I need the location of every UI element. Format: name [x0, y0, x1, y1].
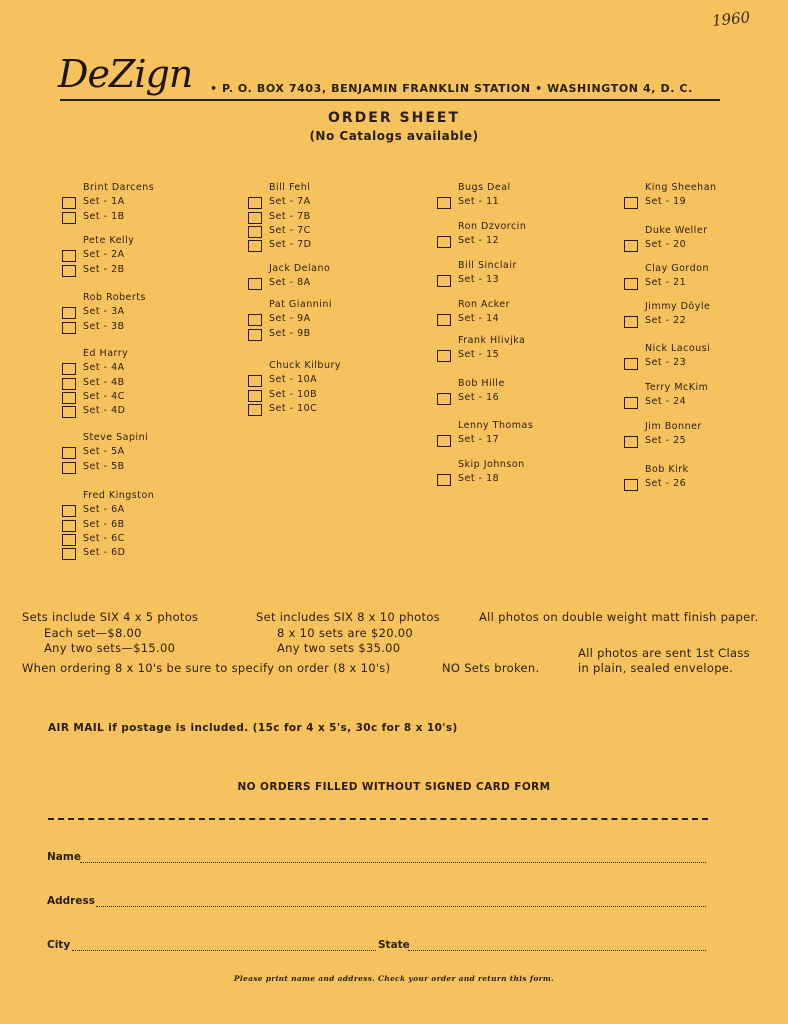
paper-note: All photos on double weight matt finish paper. — [479, 610, 759, 624]
set-label: Set - 8A — [269, 277, 311, 289]
set-label: Set - 22 — [645, 315, 687, 327]
set-label: Set - 5A — [83, 446, 125, 458]
set-checkbox[interactable] — [437, 393, 451, 405]
set-label: Set - 9A — [269, 313, 311, 325]
ordering-note: When ordering 8 x 10's be sure to specify on order (8 x 10's) — [22, 661, 391, 675]
set-label: Set - 21 — [645, 277, 687, 289]
set-label: Set - 23 — [645, 357, 687, 369]
set-checkbox[interactable] — [62, 322, 76, 334]
set-label: Set - 6C — [83, 532, 125, 544]
set-checkbox[interactable] — [624, 316, 638, 328]
model-name: Chuck Kilbury — [269, 360, 342, 371]
set-label: Set - 24 — [645, 396, 687, 408]
model-name: Skip Johnson — [458, 459, 525, 470]
set-label: Set - 4C — [83, 390, 125, 402]
set-label: Set - 12 — [458, 235, 500, 247]
dezign-logo: DeZign — [58, 52, 193, 96]
set-checkbox[interactable] — [248, 314, 262, 326]
set-label: Set - 7B — [269, 210, 311, 222]
set-label: Set - 9B — [269, 327, 311, 339]
set-checkbox[interactable] — [437, 350, 451, 362]
set-checkbox[interactable] — [62, 363, 76, 375]
page-title: ORDER SHEET — [328, 110, 460, 126]
city-label: City — [47, 939, 71, 951]
set-label: Set - 10A — [269, 374, 318, 386]
set-label: Set - 4B — [83, 376, 125, 388]
set-label: Set - 18 — [458, 473, 500, 485]
set-checkbox[interactable] — [437, 275, 451, 287]
model-name: Bugs Deal — [458, 182, 511, 193]
set-checkbox[interactable] — [62, 462, 76, 474]
name-field[interactable] — [80, 862, 706, 863]
header-divider — [60, 99, 720, 101]
set-checkbox[interactable] — [62, 505, 76, 517]
set-label: Set - 15 — [458, 349, 500, 361]
set-label: Set - 13 — [458, 274, 500, 286]
set-checkbox[interactable] — [624, 479, 638, 491]
set-checkbox[interactable] — [624, 240, 638, 252]
model-name: Duke Weller — [645, 225, 708, 236]
model-name: Lenny Thomas — [458, 420, 534, 431]
model-name: Frank Hlivjka — [458, 335, 526, 346]
model-name: Ron Acker — [458, 299, 510, 310]
set-label: Set - 20 — [645, 239, 687, 251]
address-field[interactable] — [96, 906, 706, 907]
set-label: Set - 3B — [83, 320, 125, 332]
set-label: Set - 7C — [269, 224, 311, 236]
set-checkbox[interactable] — [624, 397, 638, 409]
set-checkbox[interactable] — [248, 197, 262, 209]
city-field[interactable] — [72, 950, 376, 951]
set-checkbox[interactable] — [624, 197, 638, 209]
set-checkbox[interactable] — [62, 520, 76, 532]
set-checkbox[interactable] — [62, 307, 76, 319]
set-label: Set - 11 — [458, 196, 500, 208]
set-label: Set - 2B — [83, 263, 125, 275]
set-label: Set - 16 — [458, 392, 500, 404]
no-broken-note: NO Sets broken. — [442, 661, 540, 675]
model-name: Bob Hille — [458, 378, 505, 389]
set-label: Set - 7D — [269, 239, 312, 251]
set-checkbox[interactable] — [437, 474, 451, 486]
set-checkbox[interactable] — [62, 406, 76, 418]
model-name: Clay Gordon — [645, 263, 710, 274]
set-checkbox[interactable] — [62, 534, 76, 546]
set-checkbox[interactable] — [437, 314, 451, 326]
large-two-price: Any two sets $35.00 — [277, 641, 401, 655]
set-label: Set - 2A — [83, 249, 125, 261]
set-checkbox[interactable] — [624, 436, 638, 448]
page-subtitle: (No Catalogs available) — [309, 129, 479, 143]
set-checkbox[interactable] — [62, 548, 76, 560]
large-each-price: 8 x 10 sets are $20.00 — [277, 626, 414, 640]
set-label: Set - 10B — [269, 388, 318, 400]
set-label: Set - 1A — [83, 196, 125, 208]
model-name: Terry McKim — [645, 382, 709, 393]
set-label: Set - 7A — [269, 196, 311, 208]
set-checkbox[interactable] — [437, 236, 451, 248]
set-label: Set - 6A — [83, 504, 125, 516]
set-label: Set - 25 — [645, 435, 687, 447]
set-label: Set - 4A — [83, 362, 125, 374]
set-label: Set - 5B — [83, 460, 125, 472]
state-field[interactable] — [408, 950, 706, 951]
state-label: State — [378, 939, 410, 951]
set-label: Set - 14 — [458, 313, 500, 325]
set-checkbox[interactable] — [624, 278, 638, 290]
model-name: Steve Sapini — [83, 432, 149, 443]
model-name: Bob Kirk — [645, 464, 689, 475]
model-name: Brint Darcens — [83, 182, 155, 193]
year-handwritten-note: 1960 — [711, 8, 752, 30]
set-checkbox[interactable] — [624, 358, 638, 370]
set-checkbox[interactable] — [248, 278, 262, 290]
cut-line — [48, 818, 708, 820]
model-name: Fred Kingston — [83, 490, 155, 501]
set-checkbox[interactable] — [248, 226, 262, 238]
small-each-price: Each set—$8.00 — [44, 626, 142, 640]
shipping-note-1: All photos are sent 1st Class — [578, 646, 750, 660]
airmail-note: AIR MAIL if postage is included. (15c for 4 x 5's, 30c for 8 x 10's) — [48, 722, 458, 734]
set-label: Set - 6D — [83, 547, 126, 559]
large-sets-note: Set includes SIX 8 x 10 photos — [256, 610, 440, 624]
set-checkbox[interactable] — [248, 240, 262, 252]
set-checkbox[interactable] — [248, 212, 262, 224]
model-name: Pat Giannini — [269, 299, 333, 310]
model-name: Jim Bonner — [645, 421, 702, 432]
set-label: Set - 17 — [458, 434, 500, 446]
no-orders-note: NO ORDERS FILLED WITHOUT SIGNED CARD FORM — [237, 781, 551, 793]
set-label: Set - 3A — [83, 306, 125, 318]
set-label: Set - 19 — [645, 196, 687, 208]
set-checkbox[interactable] — [248, 375, 262, 387]
set-checkbox[interactable] — [437, 197, 451, 209]
set-checkbox[interactable] — [248, 390, 262, 402]
small-sets-note: Sets include SIX 4 x 5 photos — [22, 610, 199, 624]
model-name: Jimmy Döyle — [645, 301, 711, 312]
set-checkbox[interactable] — [62, 212, 76, 224]
model-name: Bill Sinclair — [458, 260, 517, 271]
model-name: Nick Lacousi — [645, 343, 711, 354]
model-name: Ron Dzvorcin — [458, 221, 527, 232]
set-label: Set - 10C — [269, 402, 318, 414]
company-address: • P. O. BOX 7403, BENJAMIN FRANKLIN STATION • WASHINGTON 4, D. C. — [210, 82, 693, 95]
set-checkbox[interactable] — [62, 265, 76, 277]
set-checkbox[interactable] — [62, 250, 76, 262]
shipping-note-2: in plain, sealed envelope. — [578, 661, 734, 675]
set-label: Set - 6B — [83, 518, 125, 530]
model-name: Bill Fehl — [269, 182, 311, 193]
model-name: Jack Delano — [269, 263, 331, 274]
set-checkbox[interactable] — [62, 392, 76, 404]
small-two-price: Any two sets—$15.00 — [44, 641, 176, 655]
set-checkbox[interactable] — [248, 404, 262, 416]
model-name: King Sheehan — [645, 182, 717, 193]
model-name: Ed Harry — [83, 348, 129, 359]
set-checkbox[interactable] — [62, 447, 76, 459]
set-checkbox[interactable] — [62, 378, 76, 390]
set-label: Set - 4D — [83, 405, 126, 417]
address-label: Address — [47, 895, 95, 907]
set-checkbox[interactable] — [248, 329, 262, 341]
set-checkbox[interactable] — [62, 197, 76, 209]
set-label: Set - 1B — [83, 210, 125, 222]
model-name: Rob Roberts — [83, 292, 146, 303]
model-name: Pete Kelly — [83, 235, 135, 246]
name-label: Name — [47, 851, 81, 863]
set-label: Set - 26 — [645, 478, 687, 490]
instructions-footnote: Please print name and address. Check your order and return this form. — [233, 974, 555, 983]
set-checkbox[interactable] — [437, 435, 451, 447]
